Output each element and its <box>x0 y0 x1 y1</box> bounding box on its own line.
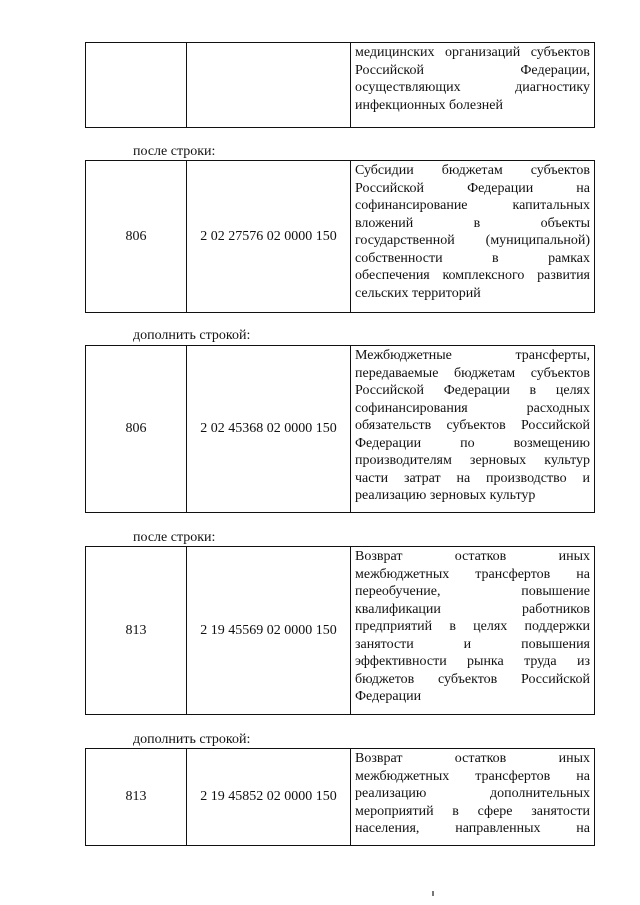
admin-code-cell <box>86 43 187 128</box>
description-line: межбюджетных трансфертов на <box>355 768 590 784</box>
description-line: софинансирование капитальных <box>355 198 590 213</box>
description-line: реализацию дополнительных <box>355 786 590 801</box>
description-line: части затрат на производство и <box>355 470 590 486</box>
budget-code-cell: 2 02 27576 02 0000 150 <box>187 161 351 313</box>
table-fragment-added-row <box>85 748 595 846</box>
description-line: софинансирования расходных <box>355 400 590 416</box>
description-line: межбюджетных трансфертов на <box>355 566 590 582</box>
description-line: осуществляющих диагностику <box>355 80 590 95</box>
description-line: передаваемые бюджетам субъектов <box>355 365 590 381</box>
budget-code-cell <box>187 43 351 128</box>
admin-code-cell: 813 <box>86 547 187 715</box>
description-line: мероприятий в сфере занятости <box>355 803 590 819</box>
description-cell <box>351 43 595 128</box>
description-line: Федерации по возмещению <box>355 435 590 451</box>
description-cell <box>351 161 595 313</box>
instruction-after-row: после строки: <box>133 530 216 545</box>
description-line: вложений в объекты <box>355 215 590 231</box>
description-line: переобучение, повышение <box>355 584 590 599</box>
description-line: Субсидии бюджетам субъектов <box>355 163 590 178</box>
description-line: Российской Федерации на <box>355 180 590 196</box>
admin-code-cell: 806 <box>86 161 187 313</box>
instruction-add-row: дополнить строкой: <box>133 732 251 747</box>
description-line: сельских территорий <box>355 285 481 301</box>
budget-code-cell: 2 02 45368 02 0000 150 <box>187 346 351 513</box>
description-line: Межбюджетные трансферты, <box>355 348 590 363</box>
table-fragment-added-row <box>85 345 595 513</box>
description-cell <box>351 547 595 715</box>
description-line: Возврат остатков иных <box>355 751 590 766</box>
description-line: обеспечения комплексного развития <box>355 268 590 283</box>
table-row <box>86 749 595 846</box>
table-row <box>86 346 595 513</box>
description-line: Российской Федерации, <box>355 62 590 78</box>
description-cell <box>351 346 595 513</box>
table-row <box>86 43 595 128</box>
scan-speck <box>432 891 434 896</box>
admin-code-cell: 806 <box>86 346 187 513</box>
description-line: государственной (муниципальной) <box>355 233 590 248</box>
description-line: предприятий в целях поддержки <box>355 619 590 634</box>
description-line: Возврат остатков иных <box>355 549 590 564</box>
description-line: производителям зерновых культур <box>355 453 590 468</box>
table-fragment-after-row <box>85 160 595 313</box>
description-line: медицинских организаций субъектов <box>355 45 590 60</box>
budget-code-cell: 2 19 45852 02 0000 150 <box>187 749 351 846</box>
description-line: бюджетов субъектов Российской <box>355 671 590 687</box>
table-fragment-continuation <box>85 42 595 128</box>
admin-code-cell: 813 <box>86 749 187 846</box>
description-line: обязательств субъектов Российской <box>355 418 590 433</box>
description-line: Российской Федерации в целях <box>355 383 590 398</box>
table-row <box>86 161 595 313</box>
description-line: собственности в рамках <box>355 250 590 266</box>
description-line: квалификации работников <box>355 601 590 617</box>
instruction-add-row: дополнить строкой: <box>133 328 251 343</box>
instruction-after-row: после строки: <box>133 144 216 159</box>
table-row <box>86 547 595 715</box>
description-line: Федерации <box>355 689 422 704</box>
description-line: занятости и повышения <box>355 636 590 652</box>
description-line: населения, направленных на <box>355 821 590 836</box>
description-cell <box>351 749 595 846</box>
description-line: эффективности рынка труда из <box>355 654 590 669</box>
description-line: реализацию зерновых культур <box>355 488 536 503</box>
table-fragment-after-row <box>85 546 595 715</box>
budget-code-cell: 2 19 45569 02 0000 150 <box>187 547 351 715</box>
description-line: инфекционных болезней <box>355 97 503 113</box>
